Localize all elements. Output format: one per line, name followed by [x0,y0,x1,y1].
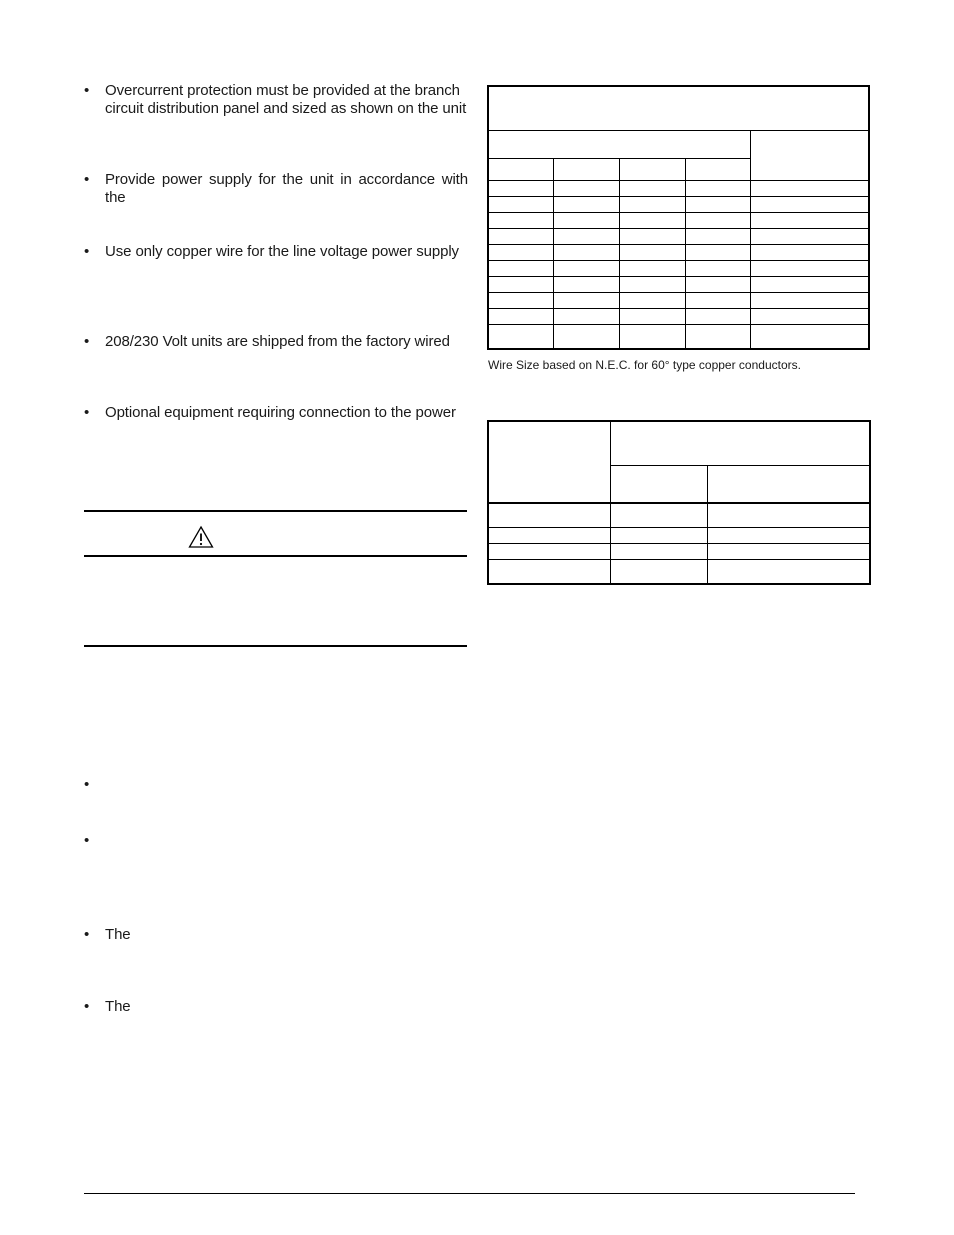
bullet-overcurrent: • Overcurrent protection must be provided at the branch circuit distribution panel and sized as shown on the unit [84,82,467,117]
bullet-the-2: • The [84,998,131,1015]
bullet-overcurrent-line2: circuit distribution panel and sized as shown on the unit [105,100,467,117]
table-row [488,228,869,244]
footer-rule [84,1193,855,1194]
table-row [488,309,869,325]
bullet-208-230-volt: • 208/230 Volt units are shipped from the factory wired [84,333,450,350]
warning-top-rule [84,510,467,512]
table2-col-header [611,465,708,503]
table1-title-cell [488,86,869,130]
table2-left-header [488,421,611,503]
table-row [488,244,869,260]
table-row [488,293,869,309]
table1-col-header [686,158,751,180]
table-row [488,560,870,584]
table-row [488,543,870,559]
bullet-the-1: • The [84,926,131,943]
bullet-optional-equipment: • Optional equipment requiring connection to the power [84,404,456,421]
bullet-overcurrent-line1: Overcurrent protection must be provided at the branch [105,82,460,99]
table-row [488,260,869,276]
warning-triangle-icon [188,525,214,549]
table-row [488,277,869,293]
table1-col-header [554,158,620,180]
table1-col-header [488,158,554,180]
table1-caption: Wire Size based on N.E.C. for 60° type copper conductors. [488,358,801,372]
table-row [488,325,869,349]
warning-mid-rule [84,555,467,557]
table-row [488,527,870,543]
table-row [488,180,869,196]
warning-bottom-rule [84,645,467,647]
table1-col-header [620,158,686,180]
bullet-copper-wire: • Use only copper wire for the line voltage power supply [84,243,459,260]
table-row [488,196,869,212]
table2-col-header [708,465,871,503]
second-table [487,420,871,585]
table-row [488,503,870,527]
bullet-power-supply: • Provide power supply for the unit in accordance with the [84,171,468,206]
table-row [488,212,869,228]
table1-group-header [488,130,751,158]
wire-size-table [487,85,870,350]
table1-right-header [751,130,870,180]
table2-group-header [611,421,871,465]
